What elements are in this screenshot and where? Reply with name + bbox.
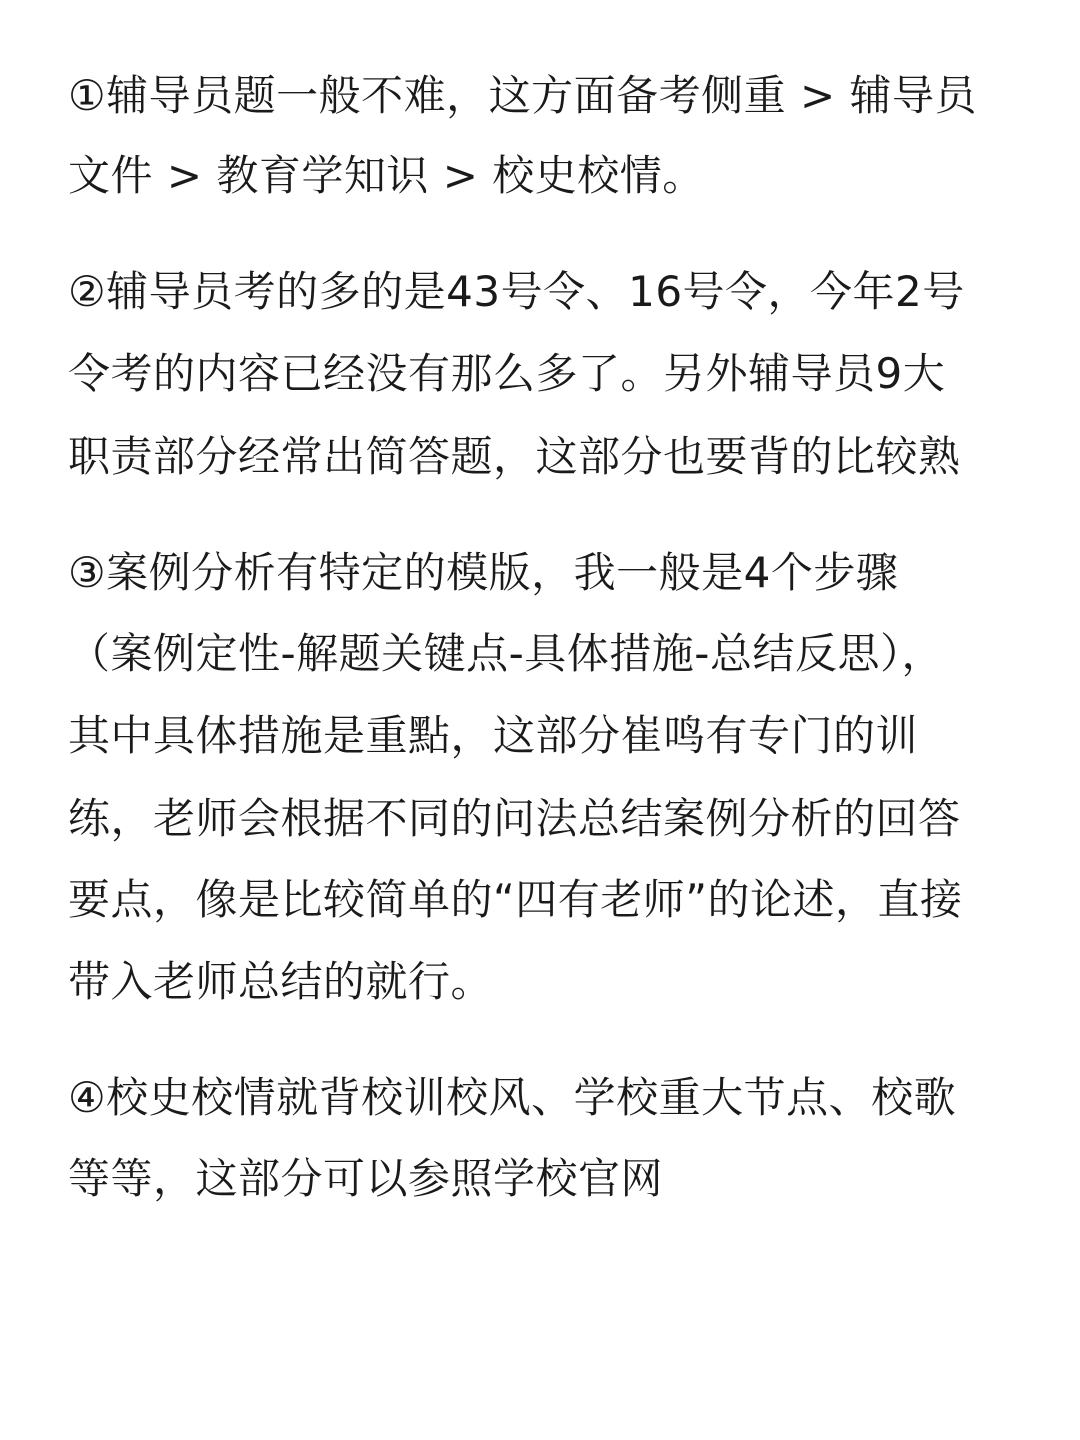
paragraph-line: ③案例分析有特定的模版，我一般是4个步骤 (68, 548, 899, 597)
paragraph-line: 等等，这部分可以参照学校官网 (68, 1154, 664, 1203)
paragraph-line: ④校史校情就背校训校风、学校重大节点、校歌 (68, 1073, 957, 1122)
paragraph-line: 要点，像是比较简单的“四有老师”的论述，直接 (68, 875, 963, 924)
paragraph-line: （案例定性-解题关键点-具体措施-总结反思）， (68, 629, 944, 678)
paragraph-line: ①辅导员题一般不难，这方面备考侧重 > 辅导员 (68, 71, 978, 120)
paragraph-line: 练，老师会根据不同的问法总结案例分析的回答 (68, 794, 961, 843)
paragraph-line: 其中具体措施是重點，这部分崔鸣有专门的训 (68, 711, 919, 760)
paragraph-line: 文件 > 教育学知识 > 校史校情。 (68, 151, 705, 200)
paragraph-line: 职责部分经常出简答题，这部分也要背的比较熟 (68, 432, 961, 481)
paragraph-line: ②辅导员考的多的是43号令、16号令，今年2号 (68, 267, 965, 316)
paragraph-line: 令考的内容已经没有那么多了。另外辅导员9大 (68, 349, 946, 398)
paragraph-line: 带入老师总结的就行。 (68, 957, 494, 1006)
